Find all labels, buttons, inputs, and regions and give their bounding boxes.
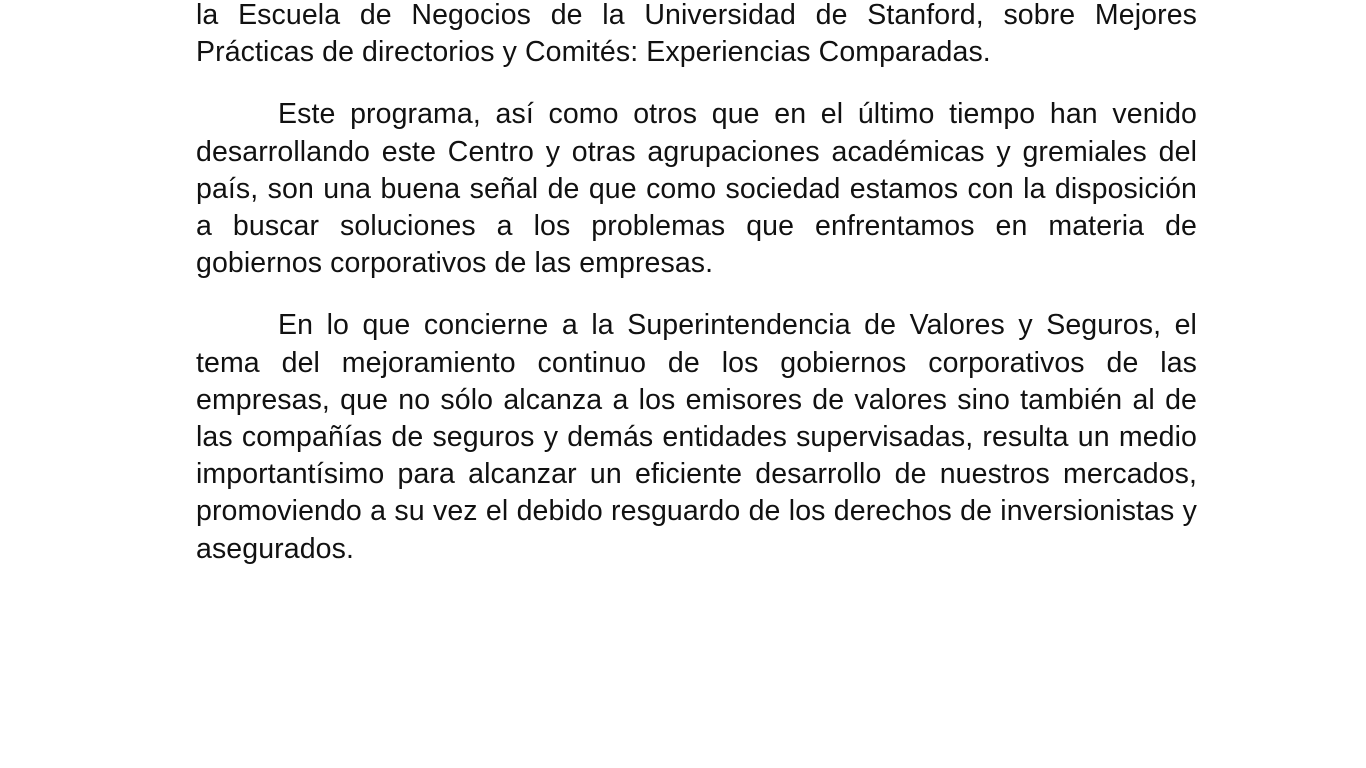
paragraph-programa: Este programa, así como otros que en el último tiempo han venido desarrollando este Centro y otras agrupaciones académicas y gremiales del país, son una buena señal de que como sociedad estamos con la disposición a buscar soluciones a los problemas que enfrentamos en materia de gobiernos corporativos de las empresas. xyxy=(196,98,1197,280)
paragraph-superintendencia: En lo que concierne a la Superintendencia de Valores y Seguros, el tema del mejoramiento continuo de los gobiernos corporativos de las empresas, que no sólo alcanza a los emisores de valores sino también al de las compañías de seguros y demás entidades supervisadas, resulta un medio importantísimo para alcanzar un eficiente desarrollo de nuestros mercados, promoviendo a su vez el debido resguardo de los derechos de inversionistas y asegurados. xyxy=(196,309,1197,565)
document-body xyxy=(196,0,1197,568)
paragraph-continuation: la Escuela de Negocios de la Universidad de Stanford, sobre Mejores Prácticas de directorios y Comités: Experiencias Comparadas. xyxy=(196,0,1197,69)
